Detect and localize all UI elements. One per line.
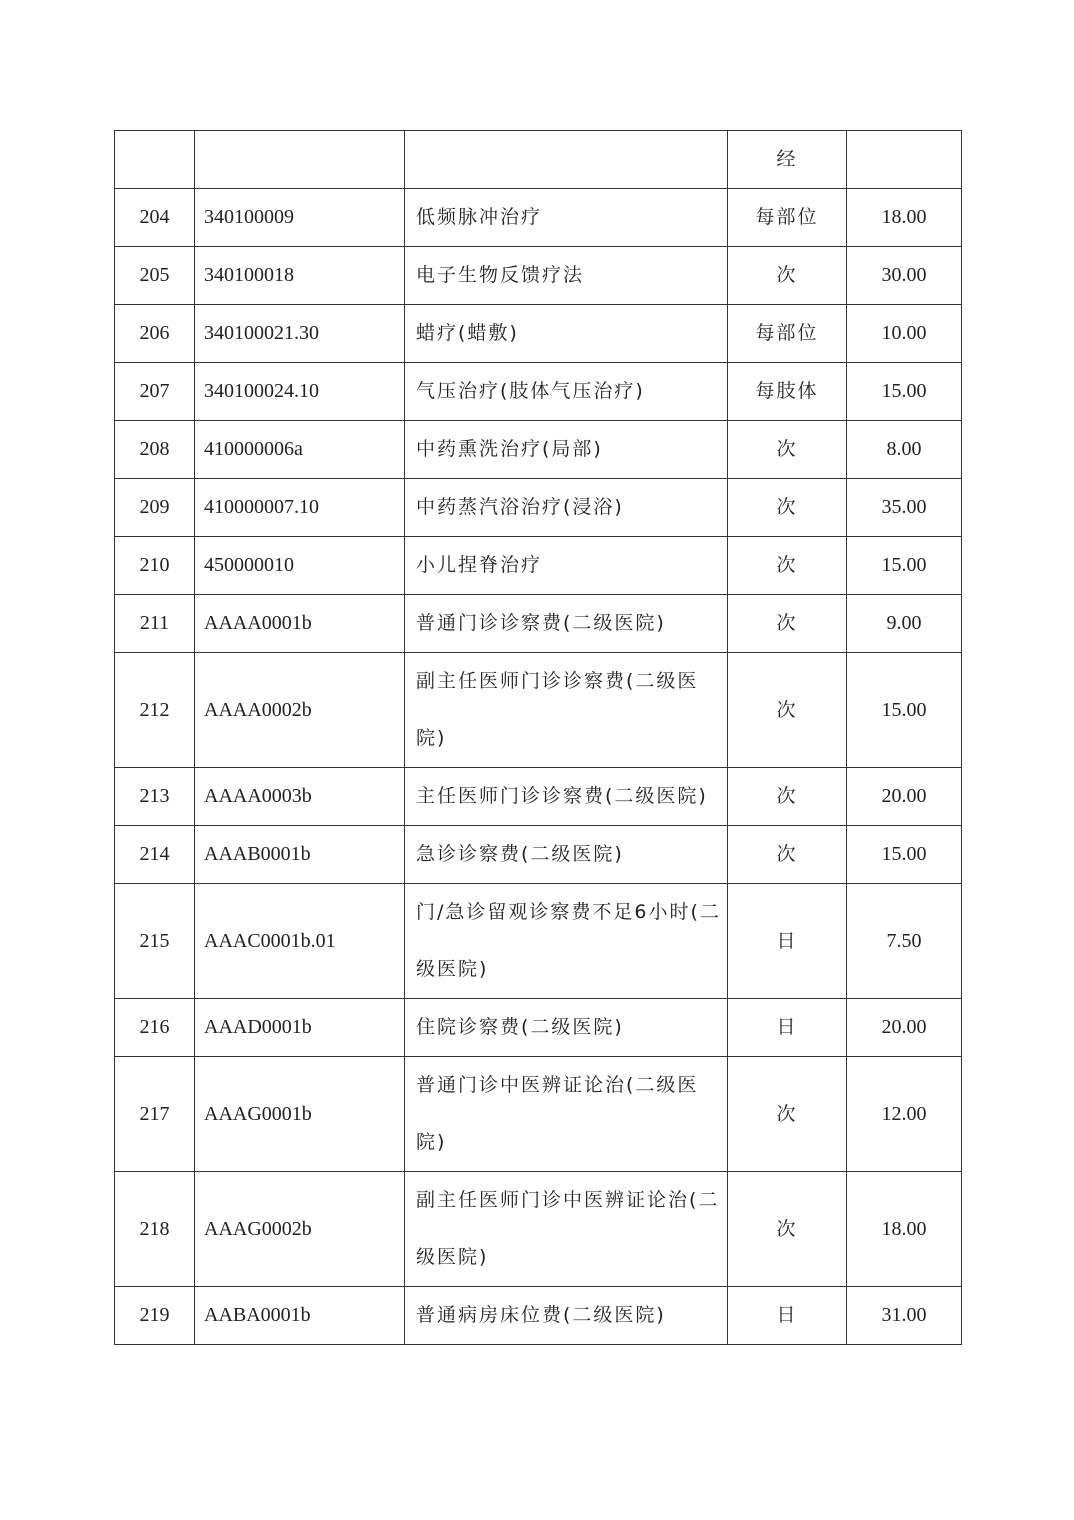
item-name: 普通门诊诊察费(二级医院)	[405, 595, 728, 653]
item-unit: 次	[728, 653, 847, 768]
item-price: 18.00	[847, 189, 962, 247]
item-name	[405, 131, 728, 189]
item-code: AAAA0001b	[195, 595, 405, 653]
row-number: 216	[115, 999, 195, 1057]
item-price: 15.00	[847, 653, 962, 768]
item-code: 410000007.10	[195, 479, 405, 537]
item-name: 蜡疗(蜡敷)	[405, 305, 728, 363]
item-code: 340100018	[195, 247, 405, 305]
table-row	[115, 479, 962, 537]
table-row	[115, 363, 962, 421]
item-name: 中药熏洗治疗(局部)	[405, 421, 728, 479]
item-name: 小儿捏脊治疗	[405, 537, 728, 595]
item-code	[195, 131, 405, 189]
table-row	[115, 826, 962, 884]
row-number: 215	[115, 884, 195, 999]
item-unit: 次	[728, 247, 847, 305]
table-row	[115, 1172, 962, 1287]
item-unit: 次	[728, 768, 847, 826]
item-price: 20.00	[847, 999, 962, 1057]
row-number: 211	[115, 595, 195, 653]
table-row	[115, 653, 962, 768]
row-number: 209	[115, 479, 195, 537]
item-name: 副主任医师门诊中医辨证论治(二级医院)	[405, 1172, 728, 1287]
item-price: 18.00	[847, 1172, 962, 1287]
item-name: 低频脉冲治疗	[405, 189, 728, 247]
row-number: 208	[115, 421, 195, 479]
item-price: 9.00	[847, 595, 962, 653]
item-price: 15.00	[847, 826, 962, 884]
row-number: 207	[115, 363, 195, 421]
item-code: 450000010	[195, 537, 405, 595]
row-number: 206	[115, 305, 195, 363]
table-row	[115, 1287, 962, 1345]
item-price: 10.00	[847, 305, 962, 363]
row-number: 217	[115, 1057, 195, 1172]
item-unit: 每部位	[728, 305, 847, 363]
item-unit: 每肢体	[728, 363, 847, 421]
item-name: 普通病房床位费(二级医院)	[405, 1287, 728, 1345]
item-unit: 经	[728, 131, 847, 189]
item-unit: 次	[728, 479, 847, 537]
table-row	[115, 247, 962, 305]
item-price: 7.50	[847, 884, 962, 999]
item-price: 20.00	[847, 768, 962, 826]
item-price: 15.00	[847, 363, 962, 421]
item-code: AAAD0001b	[195, 999, 405, 1057]
item-price: 35.00	[847, 479, 962, 537]
item-code: AAAA0003b	[195, 768, 405, 826]
item-price: 31.00	[847, 1287, 962, 1345]
row-number: 205	[115, 247, 195, 305]
item-name: 普通门诊中医辨证论治(二级医院)	[405, 1057, 728, 1172]
item-code: 410000006a	[195, 421, 405, 479]
table-row	[115, 131, 962, 189]
item-price	[847, 131, 962, 189]
item-name: 电子生物反馈疗法	[405, 247, 728, 305]
fee-schedule-table	[114, 130, 962, 1345]
row-number: 218	[115, 1172, 195, 1287]
item-price: 30.00	[847, 247, 962, 305]
item-price: 15.00	[847, 537, 962, 595]
row-number: 214	[115, 826, 195, 884]
item-name: 住院诊察费(二级医院)	[405, 999, 728, 1057]
table-row	[115, 189, 962, 247]
item-code: AABA0001b	[195, 1287, 405, 1345]
item-price: 8.00	[847, 421, 962, 479]
item-code: AAAC0001b.01	[195, 884, 405, 999]
item-unit: 次	[728, 595, 847, 653]
item-unit: 每部位	[728, 189, 847, 247]
table-row	[115, 1057, 962, 1172]
item-unit: 次	[728, 1057, 847, 1172]
table-row	[115, 999, 962, 1057]
row-number	[115, 131, 195, 189]
row-number: 213	[115, 768, 195, 826]
table-row	[115, 595, 962, 653]
item-unit: 日	[728, 884, 847, 999]
item-code: 340100024.10	[195, 363, 405, 421]
item-code: AAAA0002b	[195, 653, 405, 768]
item-unit: 次	[728, 1172, 847, 1287]
table-row	[115, 421, 962, 479]
item-code: AAAB0001b	[195, 826, 405, 884]
row-number: 204	[115, 189, 195, 247]
row-number: 210	[115, 537, 195, 595]
table-row	[115, 305, 962, 363]
item-name: 主任医师门诊诊察费(二级医院)	[405, 768, 728, 826]
row-number: 212	[115, 653, 195, 768]
item-unit: 日	[728, 999, 847, 1057]
item-code: 340100021.30	[195, 305, 405, 363]
item-name: 中药蒸汽浴治疗(浸浴)	[405, 479, 728, 537]
fee-table-body	[115, 131, 962, 1345]
item-unit: 日	[728, 1287, 847, 1345]
item-code: AAAG0001b	[195, 1057, 405, 1172]
item-unit: 次	[728, 537, 847, 595]
table-row	[115, 768, 962, 826]
item-price: 12.00	[847, 1057, 962, 1172]
table-row	[115, 537, 962, 595]
item-code: 340100009	[195, 189, 405, 247]
item-code: AAAG0002b	[195, 1172, 405, 1287]
item-unit: 次	[728, 421, 847, 479]
item-name: 急诊诊察费(二级医院)	[405, 826, 728, 884]
item-unit: 次	[728, 826, 847, 884]
item-name: 门/急诊留观诊察费不足6小时(二级医院)	[405, 884, 728, 999]
item-name: 副主任医师门诊诊察费(二级医院)	[405, 653, 728, 768]
row-number: 219	[115, 1287, 195, 1345]
item-name: 气压治疗(肢体气压治疗)	[405, 363, 728, 421]
table-row	[115, 884, 962, 999]
